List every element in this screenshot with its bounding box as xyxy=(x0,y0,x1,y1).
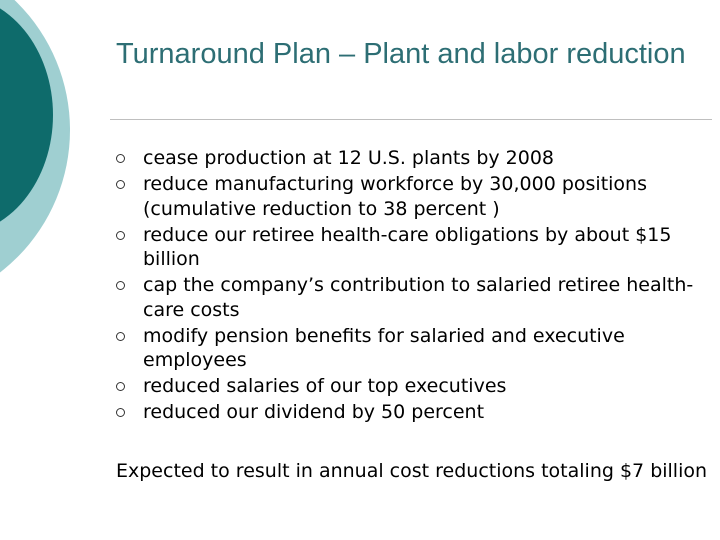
hollow-circle-icon xyxy=(116,382,125,391)
hollow-circle-icon xyxy=(116,231,125,240)
hollow-circle-icon xyxy=(116,281,125,290)
bullet-text: modify pension benefits for salaried and executive employees xyxy=(143,324,625,371)
hollow-circle-icon xyxy=(116,332,125,341)
summary-text: Expected to result in annual cost reductions totaling $7 billion xyxy=(116,460,708,482)
hollow-circle-icon xyxy=(116,180,125,189)
bullet-item xyxy=(116,273,696,322)
bullet-item xyxy=(116,324,696,373)
slide-title: Turnaround Plan – Plant and labor reduction xyxy=(116,38,686,70)
bullet-item xyxy=(116,146,696,171)
hollow-circle-icon xyxy=(116,154,125,163)
bullet-item xyxy=(116,374,696,399)
bullet-list xyxy=(116,146,696,426)
decorative-circles xyxy=(0,0,110,540)
bullet-text: reduce manufacturing workforce by 30,000 positions (cumulative reduction to 38 percent ) xyxy=(143,173,647,220)
bullet-item xyxy=(116,223,696,272)
bullet-item xyxy=(116,172,696,221)
hollow-circle-icon xyxy=(116,408,125,417)
bullet-text: reduced salaries of our top executives xyxy=(143,375,507,397)
bullet-text: cap the company’s contribution to salaried retiree health-care costs xyxy=(143,274,694,321)
bullet-text: reduced our dividend by 50 percent xyxy=(143,401,485,423)
bullet-text: reduce our retiree health-care obligations by about $15 billion xyxy=(143,223,672,270)
bullet-item xyxy=(116,400,696,425)
bullet-text: cease production at 12 U.S. plants by 2008 xyxy=(143,147,555,169)
title-divider xyxy=(110,119,712,120)
